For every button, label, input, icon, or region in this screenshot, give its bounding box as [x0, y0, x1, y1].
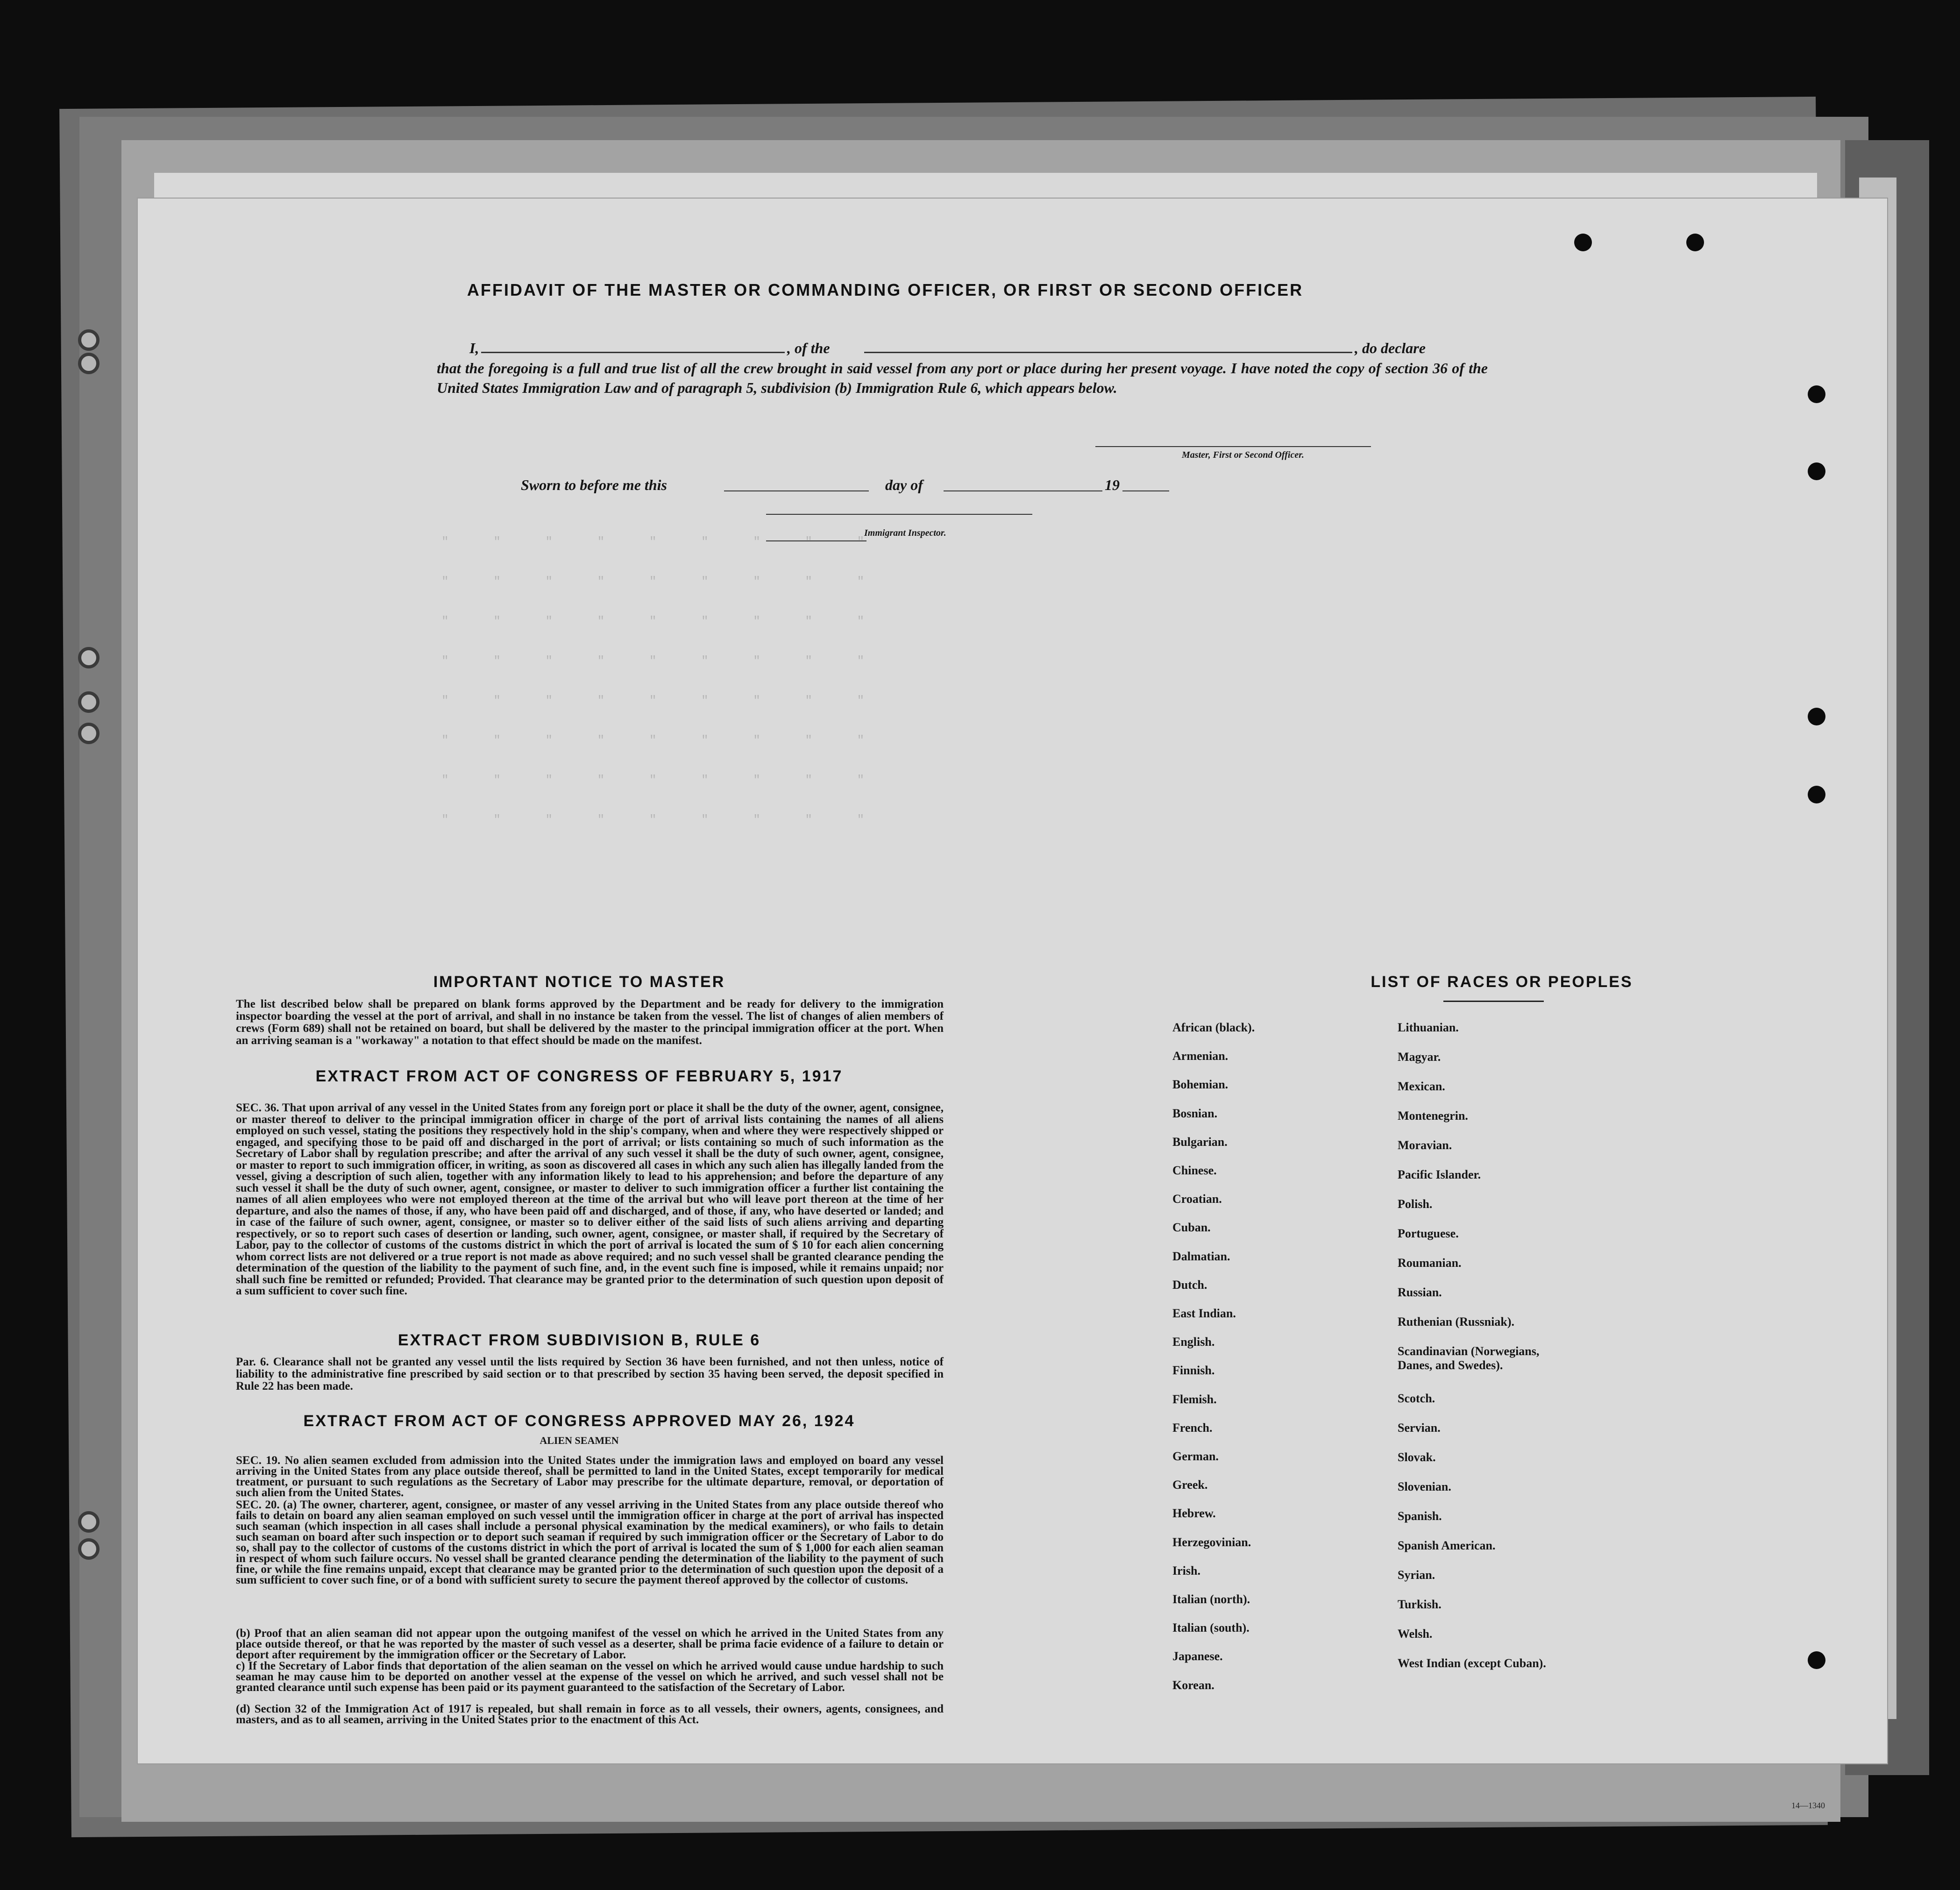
race-item: Croatian. — [1172, 1192, 1222, 1206]
race-item: Hebrew. — [1172, 1506, 1216, 1521]
year-blank — [1122, 490, 1169, 491]
manifest-sheet — [138, 199, 1887, 1763]
race-item: Scotch. — [1398, 1391, 1435, 1405]
signature-line — [1095, 446, 1371, 447]
year-prefix: 19 — [1105, 476, 1120, 493]
name-blank — [481, 352, 785, 353]
race-item: Spanish. — [1398, 1509, 1442, 1523]
sworn-label: Sworn to before me this — [521, 476, 667, 493]
race-item: German. — [1172, 1449, 1219, 1463]
bleed-through-row: " " " " " " " " " — [441, 813, 883, 827]
race-item: Dalmatian. — [1172, 1249, 1230, 1263]
races-title-underline — [1443, 1001, 1544, 1002]
punch-hole — [1574, 234, 1592, 251]
extract-1924-sec20a: SEC. 20. (a) The owner, charterer, agent, consignee, or master of any vessel arriving in the United States from any place outside thereof who fails to detain on board any alien seaman employed on such vessel until the immigration officer in charge at the port of arrival has inspected such seaman (which inspection in all cases shall include a personal physical examination by the medical examiners), or who fails to detain such seaman on board after such inspection or to deport such seaman if required by such immigration officer or the Secretary of Labor to do so, shall pay to the collector of customs of the customs district in which the port of arrival is located the sum of $ 1,000 for each alien seaman in respect of whom such failure occurs. No vessel shall be granted clearance pending the determination of the liability to the payment of such fine, or while the fine remains unpaid, except that clearance may be granted prior to the determination of such question upon the deposit of a sum sufficient to cover such fine, or of a bond with sufficient surety to secure the payment thereof approved by the collector of customs. — [236, 1499, 944, 1586]
race-item: Magyar. — [1398, 1050, 1441, 1064]
notice-body: The list described below shall be prepared on blank forms approved by the Department and be ready for delivery to the immigration inspector boarding the vessel at the port of arrival, and shall in no instance be taken from the vessel. The list of changes of alien members of crews (Form 689) shall not be retained on board, but shall be delivered by the master to the principal immigration officer at the port. When an arriving seaman is a "workaway" a notation to that effect should be made on the manifest. — [236, 998, 944, 1047]
binder-hole — [78, 647, 99, 668]
race-item: Moravian. — [1398, 1138, 1452, 1152]
extract-1917-body: SEC. 36. That upon arrival of any vessel in the United States from any foreign port or place it shall be the duty of the owner, agent, consignee, or master thereof to deliver to the principal immigration officer in charge of the port of arrival lists containing the names of all aliens employed on such vessel, stating the positions they respectively hold in the ship's company, when and where they were respectively shipped or engaged, and specifying those to be paid off and discharged in the port of arrival; or lists containing so much of such information as the Secretary of Labor shall by regulation prescribe; and after the arrival of any such vessel it shall be the duty of such owner, agent, consignee, or master to report to such immigration officer, in writing, as soon as discovered all cases in which any such alien has illegally landed from the vessel, giving a description of such alien, together with any information likely to lead to his apprehension; and before the departure of any such vessel it shall be the duty of such owner, agent, consignee, or master to deliver to such immigration officer a further list containing the names of all alien employees who were not employed thereon at the time of the arrival but who will leave port thereon at the time of her departure, and also the names of those, if any, who have been paid off and discharged, and of those, if any, who have deserted or landed; and in case of the failure of such owner, agent, consignee, or master so to deliver either of the said lists of such aliens arriving and departing respectively, or so to report such cases of desertion or landing, such owner, agent, consignee, or master shall, if required by the Secretary of Labor, pay to the collector of customs of the customs district in which the port of arrival is located the sum of $ 10 for each alien concerning whom correct lists are not delivered or a true report is not made as above required; and no such vessel shall be granted clearance pending the determination of the question of the liability to the payment of such fine, and, in the event such fine is imposed, while it remains unpaid; nor shall such fine be remitted or refunded; Provided. That clearance may be granted prior to the determination of such question upon deposit of a sum sufficient to cover such fine. — [236, 1101, 944, 1297]
punch-hole — [1808, 462, 1825, 480]
race-item: Armenian. — [1172, 1049, 1229, 1063]
race-item: African (black). — [1172, 1021, 1255, 1034]
race-item: Chinese. — [1172, 1164, 1217, 1177]
race-item: Bulgarian. — [1172, 1135, 1228, 1149]
punch-hole — [1808, 786, 1825, 803]
race-item: Italian (south). — [1172, 1621, 1250, 1635]
race-item: Portuguese. — [1398, 1227, 1459, 1240]
punch-hole — [1808, 708, 1825, 725]
race-item: English. — [1172, 1335, 1215, 1349]
sworn-day-blank — [724, 490, 869, 491]
race-item: Japanese. — [1172, 1649, 1223, 1663]
affidavit-line-declare: , do declare — [1355, 340, 1426, 356]
inspector-label: Immigrant Inspector. — [864, 528, 946, 538]
punch-hole — [1808, 385, 1825, 403]
race-item: Mexican. — [1398, 1080, 1445, 1093]
affidavit-line-i: I, — [469, 340, 479, 356]
bleed-through-row: " " " " " " " " " — [441, 535, 883, 549]
races-title: LIST OF RACES OR PEOPLES — [1371, 973, 1633, 991]
race-item: Roumanian. — [1398, 1256, 1462, 1270]
race-item: French. — [1172, 1421, 1213, 1435]
signature-label: Master, First or Second Officer. — [1182, 450, 1304, 460]
punch-hole — [1808, 1651, 1825, 1669]
day-of-label: day of — [885, 476, 923, 493]
binder-hole — [78, 723, 99, 744]
race-item: Polish. — [1398, 1197, 1433, 1211]
race-item: Ruthenian (Russniak). — [1398, 1315, 1514, 1329]
inspector-line — [766, 540, 866, 541]
binder-hole — [78, 329, 99, 351]
race-item: Pacific Islander. — [1398, 1168, 1481, 1181]
bleed-through-row: " " " " " " " " " — [441, 733, 883, 747]
extract-1924-sec19: SEC. 19. No alien seamen excluded from admission into the United States under the immigration laws and employed on board any vessel arriving in the United States from any place outside thereof, shall be permitted to land in the United States, except temporarily for medical treatment, or pursuant to such regulations as the Secretary of Labor may prescribe for the ultimate departure, removal, or deportation of such alien from the United States. — [236, 1454, 944, 1499]
race-item: Slovenian. — [1398, 1479, 1451, 1493]
race-item: Irish. — [1172, 1563, 1200, 1577]
race-item: Herzegovinian. — [1172, 1535, 1251, 1549]
race-item: Italian (north). — [1172, 1592, 1250, 1606]
inspector-signature-line — [766, 514, 1032, 515]
race-item: Scandinavian (Norwegians, Danes, and Swedes). — [1398, 1344, 1540, 1372]
punch-hole — [1686, 234, 1704, 251]
race-item: Finnish. — [1172, 1364, 1215, 1378]
binder-hole — [78, 1538, 99, 1560]
race-item: West Indian (except Cuban). — [1398, 1656, 1546, 1670]
race-item: Slovak. — [1398, 1450, 1436, 1464]
binder-hole — [78, 1511, 99, 1533]
extract-1924-sec20b: (b) Proof that an alien seaman did not appear upon the outgoing manifest of the vessel on which he arrived in the United States from any place outside thereof, or that he was reported by the master of such vessel as a deserter, shall be prima facie evidence of a failure to detain or deport after requirement by the immigration officer or the Secretary of Labor. — [236, 1627, 944, 1661]
race-item: Bosnian. — [1172, 1106, 1218, 1120]
race-item: Korean. — [1172, 1678, 1214, 1692]
extract-1924-sec20d: (d) Section 32 of the Immigration Act of 1917 is repealed, but shall remain in force as to all vessels, their owners, agents, consignees, and masters, and as to all seamen, arriving in the United States prior to the enactment of this Act. — [236, 1703, 944, 1726]
subdivision-b-title: EXTRACT FROM SUBDIVISION B, RULE 6 — [398, 1331, 761, 1349]
affidavit-body: that the foregoing is a full and true list of all the crew brought in said vessel from any port or place during her present voyage. I have noted the copy of section 36 of the United States Immigration Law and of paragraph 5, subdivision (b) Immigration Rule 6, which appears below. — [437, 360, 1488, 396]
extract-1917-title: EXTRACT FROM ACT OF CONGRESS OF FEBRUARY 5, 1917 — [315, 1067, 843, 1085]
race-item: Servian. — [1398, 1421, 1441, 1435]
race-item: Dutch. — [1172, 1278, 1207, 1292]
bleed-through-row: " " " " " " " " " — [441, 575, 883, 589]
form-code: 14—1340 — [1791, 1801, 1825, 1810]
extract-1924-sec20c: c) If the Secretary of Labor finds that deportation of the alien seaman on the vessel on which he arrived would cause undue hardship to such seaman he may cause him to be deported on another vessel at the expense of the vessel on which he arrived, and such vessel shall not be granted clearance until such expense has been paid or its payment guaranteed to the satisfaction of the Secretary of Labor. — [236, 1660, 944, 1694]
race-item: East Indian. — [1172, 1307, 1236, 1320]
race-item: Montenegrin. — [1398, 1109, 1468, 1123]
race-item: Cuban. — [1172, 1221, 1211, 1235]
vessel-blank — [864, 352, 1352, 353]
affidavit-title: AFFIDAVIT OF THE MASTER OR COMMANDING OFFICER, OR FIRST OR SECOND OFFICER — [467, 280, 1304, 299]
binder-hole — [78, 353, 99, 374]
race-item: Welsh. — [1398, 1627, 1433, 1641]
race-item: Lithuanian. — [1398, 1021, 1459, 1034]
notice-title: IMPORTANT NOTICE TO MASTER — [433, 973, 725, 991]
bleed-through-row: " " " " " " " " " — [441, 773, 883, 787]
race-item: Flemish. — [1172, 1392, 1217, 1406]
bleed-through-row: " " " " " " " " " — [441, 694, 883, 708]
binder-hole — [78, 691, 99, 713]
alien-seamen-subtitle: ALIEN SEAMEN — [540, 1435, 619, 1446]
race-item: Turkish. — [1398, 1597, 1442, 1611]
subdivision-b-body: Par. 6. Clearance shall not be granted any vessel until the lists required by Section 36 have been furnished, and not then unless, notice of liability to the administrative fine prescribed by said section or to that prescribed by section 35 having been served, the deposit specified in Rule 22 has been made. — [236, 1356, 944, 1393]
sworn-month-blank — [944, 490, 1102, 491]
race-item: Greek. — [1172, 1478, 1208, 1492]
race-item: Spanish American. — [1398, 1538, 1496, 1552]
race-item: Syrian. — [1398, 1568, 1435, 1582]
affidavit-line-of-the: , of the — [787, 340, 830, 356]
bleed-through-row: " " " " " " " " " — [441, 614, 883, 628]
race-item: Bohemian. — [1172, 1078, 1229, 1092]
race-item: Russian. — [1398, 1286, 1442, 1299]
extract-1924-title: EXTRACT FROM ACT OF CONGRESS APPROVED MAY 26, 1924 — [303, 1412, 855, 1430]
bleed-through-row: " " " " " " " " " — [441, 654, 883, 668]
